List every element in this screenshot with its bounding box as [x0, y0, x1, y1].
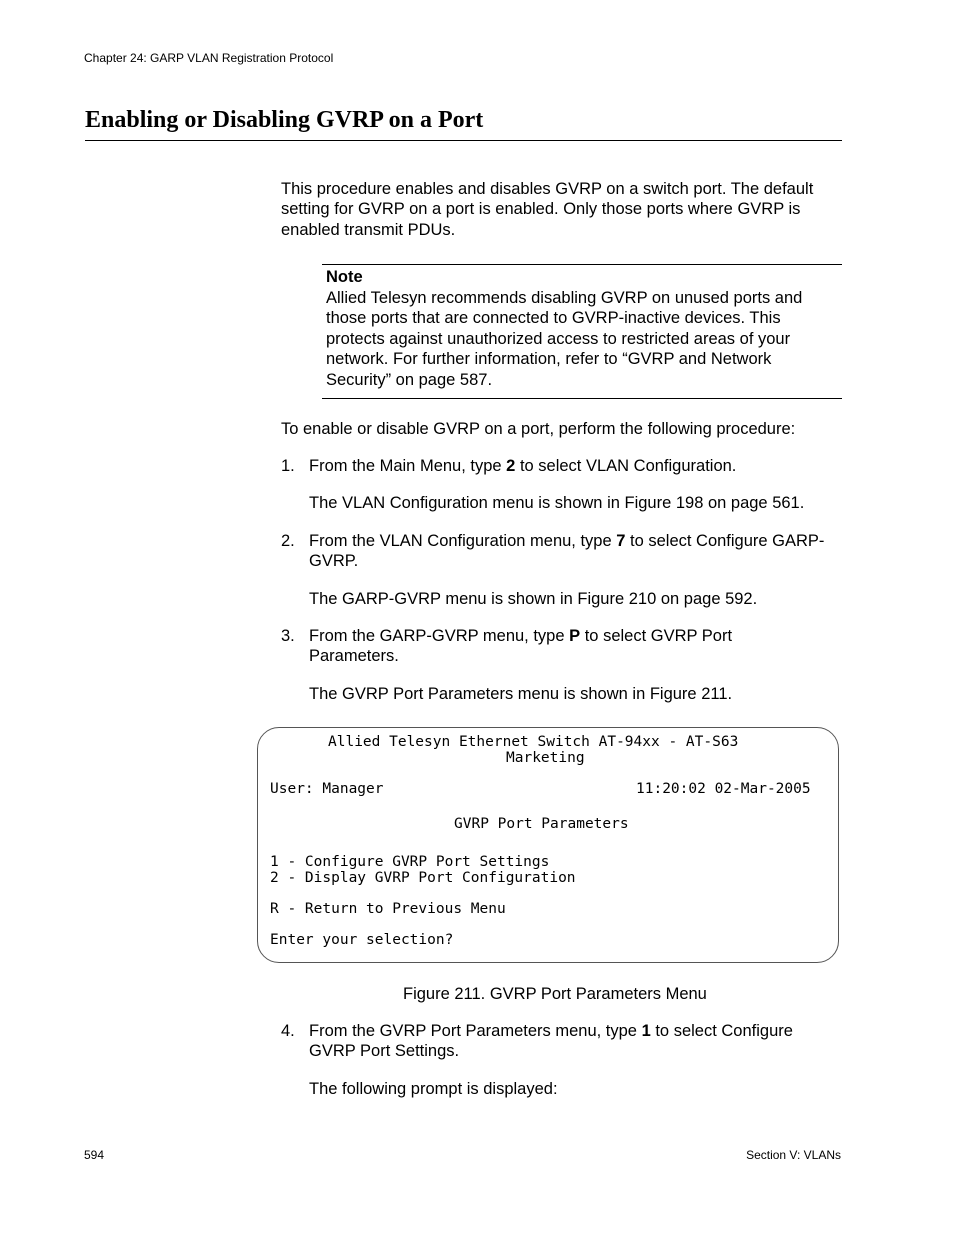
terminal-user: User: Manager	[270, 781, 384, 797]
step-instruction: From the Main Menu, type 2 to select VLAN Configuration.	[309, 457, 737, 475]
step-key: 7	[616, 532, 626, 550]
title-rule	[85, 140, 842, 141]
step-number: 4.	[281, 1022, 295, 1040]
step-key: P	[569, 627, 581, 645]
section-title: Enabling or Disabling GVRP on a Port	[85, 107, 484, 133]
step-result: The following prompt is displayed:	[309, 1080, 558, 1098]
step-key: 2	[506, 457, 516, 475]
step-result: The GARP-GVRP menu is shown in Figure 210 on page 592.	[309, 590, 758, 608]
terminal-title-line1: Allied Telesyn Ethernet Switch AT-94xx - AT-S63	[328, 734, 739, 750]
terminal-title-line2: Marketing	[506, 750, 585, 766]
figure-caption: Figure 211. GVRP Port Parameters Menu	[403, 985, 707, 1003]
terminal-timestamp: 11:20:02 02-Mar-2005	[636, 781, 811, 797]
procedure-lead: To enable or disable GVRP on a port, perform the following procedure:	[281, 420, 796, 438]
step-number: 3.	[281, 627, 295, 645]
section-footer: Section V: VLANs	[746, 1148, 841, 1162]
note-top-rule	[322, 264, 842, 265]
terminal-screen	[257, 727, 839, 963]
step-instruction: From the GARP-GVRP menu, type P to select GVRP Port Parameters.	[309, 627, 733, 666]
step-key: 1	[641, 1022, 651, 1040]
step-instruction: From the VLAN Configuration menu, type 7 to select Configure GARP-GVRP.	[309, 532, 825, 571]
intro-paragraph: This procedure enables and disables GVRP on a switch port. The default setting for GVRP on a port is enabled. Only those ports where GVRP is enabled transmit PDUs.	[281, 180, 814, 239]
terminal-option-1: 1 - Configure GVRP Port Settings	[270, 854, 550, 870]
step-result: The VLAN Configuration menu is shown in Figure 198 on page 561.	[309, 494, 805, 512]
step-result: The GVRP Port Parameters menu is shown in Figure 211.	[309, 685, 733, 703]
terminal-menu-title: GVRP Port Parameters	[454, 816, 629, 832]
note-body: Allied Telesyn recommends disabling GVRP on unused ports and those ports that are connected to GVRP-inactive devices. This protects against unauthorized access to restricted areas of your network. For further information, refer to “GVRP and Network Security” on page 587.	[326, 289, 803, 389]
step-instruction: From the GVRP Port Parameters menu, type 1 to select Configure GVRP Port Settings.	[309, 1022, 793, 1061]
chapter-header: Chapter 24: GARP VLAN Registration Protocol	[84, 51, 334, 65]
page-number: 594	[84, 1148, 105, 1162]
step-number: 1.	[281, 457, 295, 475]
note-bottom-rule	[322, 398, 842, 399]
terminal-prompt: Enter your selection?	[270, 932, 454, 948]
terminal-option-2: 2 - Display GVRP Port Configuration	[270, 870, 576, 886]
note-heading: Note	[326, 268, 363, 286]
step-number: 2.	[281, 532, 295, 550]
terminal-option-r: R - Return to Previous Menu	[270, 901, 506, 917]
